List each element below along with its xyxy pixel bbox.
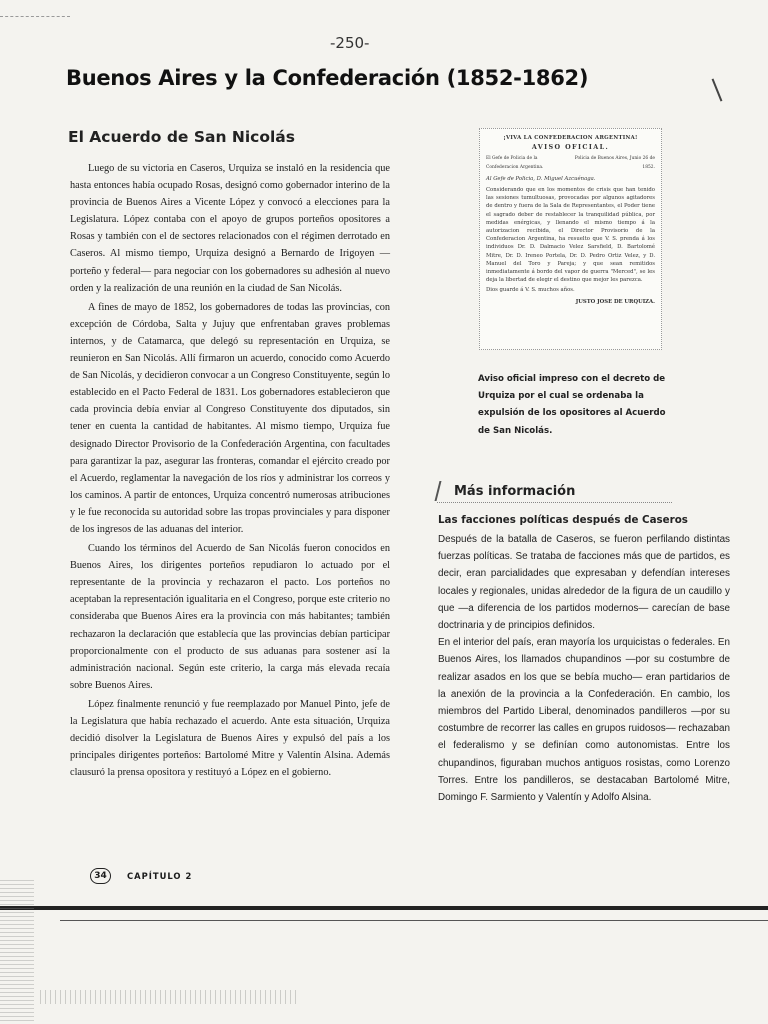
section-title: El Acuerdo de San Nicolás (68, 128, 295, 146)
footer-chapter-label: CAPÍTULO 2 (127, 871, 193, 881)
body-paragraph: López finalmente renunció y fue reemplazado por Manuel Pinto, jefe de la Legislatura que había rechazado el acuerdo. Ante esta situación, Urquiza decidió disolver la Legislatura de Buenos Aires y expulsó del país a los principales dirigentes porteños: Bartolomé Mitre y Valentín Alsina. Además clausuró la prensa opositora y restituyó a López en el gobierno. (70, 698, 390, 779)
chapter-title: Buenos Aires y la Confederación (1852-1862) (66, 66, 589, 90)
info-box-header (437, 480, 575, 502)
page-footer (90, 868, 192, 884)
document-signature: JUSTO JOSE DE URQUIZA. (575, 298, 655, 305)
image-caption: Aviso oficial impreso con el decreto de Urquiza por el cual se ordenaba la expulsión de los opositores al Acuerdo de San Nicolás. (478, 374, 666, 436)
body-paragraph: A fines de mayo de 1852, los gobernadores de todas las provincias, con excepción de Córdoba, Salta y Jujuy que enfrentaban graves problemas internos, y de Catamarca, que delegó su representación en Urquiza, se reunieron en San Nicolás. Allí firmaron un acuerdo, conocido como Acuerdo de San Nicolás, y decidieron convocar a un Congreso Constituyente, según lo establecido en el Pacto Federal de 1831. Los gobernadores establecieron que cada provincia debía enviar al Congreso Constituyente dos diputados, sin tener en cuenta la cantidad de habitantes. Al mismo tiempo, Urquiza fue designado Director Provisorio de la Confederación Argentina, con facultades para garantizar la paz, asegurar las fronteras, comandar el ejército creado por el Acuerdo, reglamentar la navegación de los ríos y administrar los correos y los caminos. A partir de entonces, Urquiza concentró numerosas atribuciones y le fue reconocida su autoridad sobre las tropas provinciales y para disponer de los ingresos de las aduanas del interior. (70, 301, 390, 535)
historical-document-image (479, 128, 662, 350)
info-box-text (438, 531, 730, 806)
scan-artifact (0, 880, 34, 1024)
divider (437, 502, 672, 504)
handwritten-page-number: -250- (330, 34, 370, 52)
footer-rule-thin (60, 920, 768, 921)
document-date: Policia de Buenos Aires, Junio 26 de 1852. (574, 156, 655, 170)
scan-artifact (40, 990, 300, 1004)
document-addressee: Al Gefe de Policia, D. Miguel Azcuénaga. (486, 175, 596, 182)
pen-mark (712, 78, 723, 101)
info-box-label: Más información (454, 483, 576, 499)
document-body: Considerando que en los momentos de crisis que han tenido las sesiones tumultuosas, provocadas por algunos agitadores de dentro y fuera de la Sala de Representantes, el Poder tiene el sagrado deber de restablecer la tranquilidad pública, por medidas enérgicas, y llenando el mismo tiempo á la autorizacion recibida, el Director Provisorio de la Confederacion Argentina, ha resuelto que V. S. prenda á los individuos Dr. D. Dalmacio Velez Sarsfield, D. Bartolomé Mitre, Dr. D. Ireneo Portela, Dr. D. Pedro Ortiz Velez, y D. Manuel del Toro y Pareja; y que sean remitidos inmediatamente á bordo del vapor de guerra "Merced", se les deja la libertad de elegir el destino que mejor les parezca. (486, 187, 655, 284)
main-body-text (70, 160, 390, 781)
footer-page-number: 34 (90, 868, 111, 884)
footer-rule (0, 906, 768, 910)
info-box-title: Las facciones políticas después de Caseros (438, 514, 688, 526)
document-closing: Dios guarde á V. S. muchos años. (486, 287, 575, 294)
body-paragraph: Cuando los términos del Acuerdo de San Nicolás fueron conocidos en Buenos Aires, los dirigentes porteños repudiaron lo actuado por el representante de la provincia y rechazaron el pacto. Los porteños no aceptaban la representación igualitaria en el Congreso, porque este criterio no consideraba que Buenos Aires era la provincia con más habitantes; también rechazaron la declaración que establecía que las provincias debían participar proporcionalmente con el producto de sus aduanas para sostener así la administración nacional. Según este criterio, la carga más elevada recaía sobre Buenos Aires. (70, 543, 390, 691)
info-paragraph: En el interior del país, eran mayoría los urquicistas o federales. En Buenos Aires, los llamados chupandinos —por su costumbre de realizar asados en los que se bebía mucho— eran partidarios de la anexión de la provincia a la Confederación. En cambio, los miembros del Partido Liberal, denominados pandilleros —por su costumbre de recorrer las calles en grupos ruidosos— rechazaban el federalismo y se definían como autonomistas. Entre los chupandinos, figuraban muchos antiguos rosistas, como Lorenzo Torres. Entre los pandilleros, se destacaban Bartolomé Mitre, Domingo F. Sarmiento y Valentín y Adolfo Alsina. (438, 637, 730, 804)
scan-artifact (0, 16, 70, 17)
slash-decoration-icon (435, 481, 451, 501)
document-title: AVISO OFICIAL. (531, 143, 610, 152)
info-paragraph: Después de la batalla de Caseros, se fueron perfilando distintas fuerzas políticas. Se trataba de facciones más que de partidos, es decir, eran parcialidades que expresaban y defendían intereses locales y regionales, unidas alrededor de la figura de un caudillo y que —a diferencia de los partidos modernos— carecían de base doctrinaria y de principios definidos. (438, 534, 730, 632)
body-paragraph: Luego de su victoria en Caseros, Urquiza se instaló en la residencia que hasta entonces había ocupado Rosas, designó como gobernador interino de la provincia de Buenos Aires a Vicente López y convocó a elecciones para la Legislatura. López contaba con el apoyo de grupos porteños opositores a Rosas y también con el de sectores relacionados con el régimen derrotado en Caseros. Al mismo tiempo, Urquiza designó a Bernardo de Irigoyen —porteño y federal— para negociar con los gobernadores su adhesión al nuevo orden y la realización de una reunión en la ciudad de San Nicolás. (70, 163, 390, 294)
document-left-note: El Gefe de Policia de la Confederacion Argentina. (486, 156, 544, 170)
document-header: ¡VIVA LA CONFEDERACION ARGENTINA! (503, 135, 638, 141)
